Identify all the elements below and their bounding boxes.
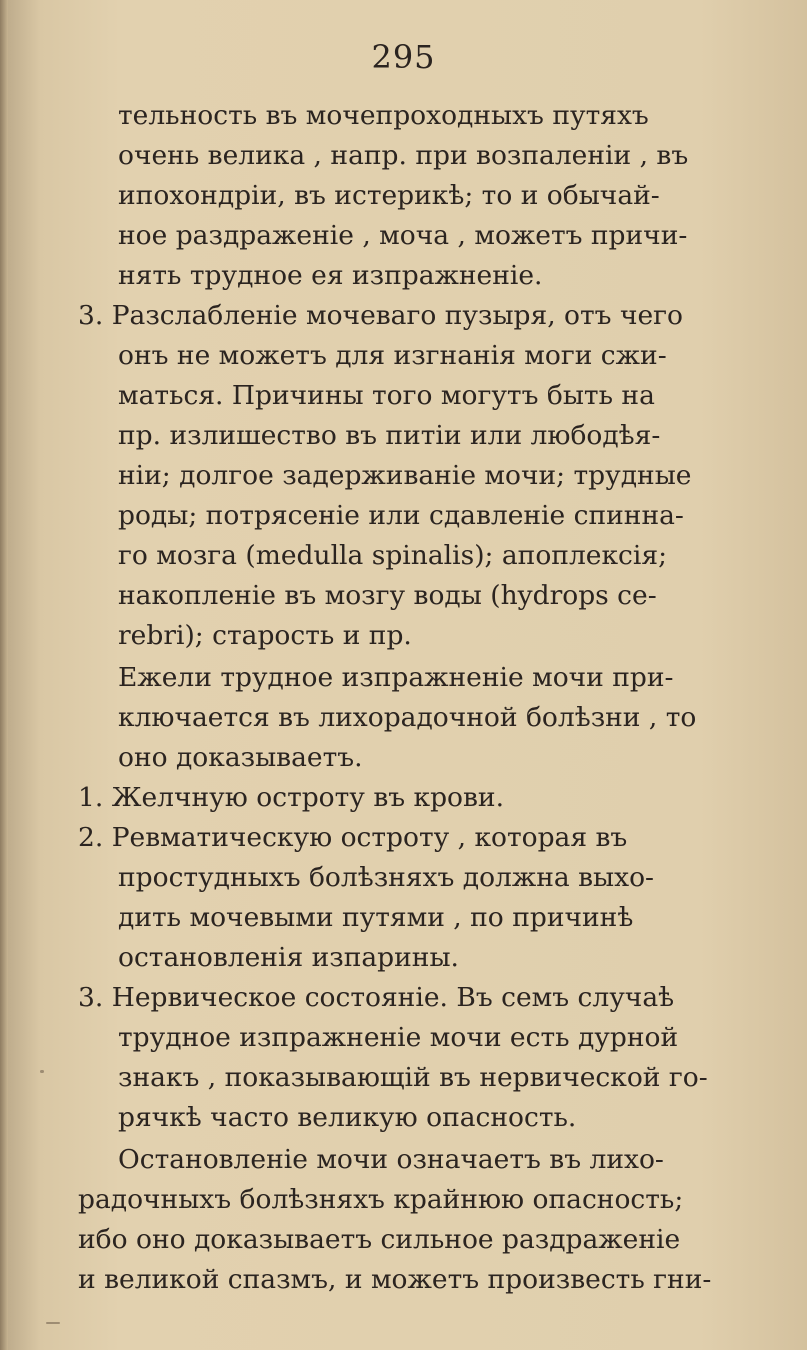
text-line: маться. Причины того могутъ быть на [118, 380, 655, 411]
paragraph-start: Остановленіе мочи означаетъ въ лихо- [118, 1144, 664, 1175]
text-line: остановленія изпарины. [118, 942, 459, 973]
text-line: тельность въ мочепроходныхъ путяхъ [118, 100, 649, 131]
text-line: простудныхъ болѣзняхъ должна выхо- [118, 862, 654, 893]
text-line: и великой спазмъ, и можетъ произвесть гни- [78, 1264, 712, 1295]
page-number: 295 [371, 38, 436, 76]
text-line: ибо оно доказываетъ сильное раздраженіе [78, 1224, 681, 1255]
list-item-1: 1. Желчную остроту въ крови. [78, 782, 505, 813]
text-line: ключается въ лихорадочной болѣзни , то [118, 702, 697, 733]
text-line: пр. излишество въ питіи или любодѣя- [118, 420, 661, 451]
list-item-3b: 3. Нервическое состояніе. Въ семъ случаѣ [78, 982, 675, 1013]
list-item-2: 2. Ревматическую остроту , которая въ [78, 822, 628, 853]
text-line: трудное изпражненіе мочи есть дурной [118, 1022, 679, 1053]
text-line: накопленіе въ мозгу воды (hydrops ce- [118, 580, 657, 611]
text-line: радочныхъ болѣзняхъ крайнюю опасность; [78, 1184, 684, 1215]
text-line: знакъ , показывающій въ нервической го- [118, 1062, 708, 1093]
list-item-3: 3. Разслабленіе мочеваго пузыря, отъ чего [78, 300, 683, 331]
paragraph-start: Ежели трудное изпражненіе мочи при- [118, 662, 674, 693]
text-line: нять трудное ея изпражненіе. [118, 260, 543, 291]
text-line: оно доказываетъ. [118, 742, 363, 773]
text-line: онъ не можетъ для изгнанія моги сжи- [118, 340, 667, 371]
text-line: го мозга (medulla spinalis); апоплексія; [118, 540, 668, 571]
paper-blemish [40, 1070, 44, 1073]
text-line: дить мочевыми путями , по причинѣ [118, 902, 634, 933]
text-line: ипохондріи, въ истерикѣ; то и обычай- [118, 180, 660, 211]
text-line: rebri); старость и пр. [118, 620, 412, 651]
paper-blemish [46, 1322, 60, 1324]
body-text [78, 96, 778, 1300]
text-line: ное раздраженіе , моча , можетъ причи- [118, 220, 688, 251]
text-line: очень велика , напр. при возпаленіи , въ [118, 140, 689, 171]
page-spine-shadow [0, 0, 8, 1350]
text-line: ніи; долгое задерживаніе мочи; трудные [118, 460, 692, 491]
text-line: рячкѣ часто великую опасность. [118, 1102, 577, 1133]
text-line: роды; потрясеніе или сдавленіе спинна- [118, 500, 684, 531]
